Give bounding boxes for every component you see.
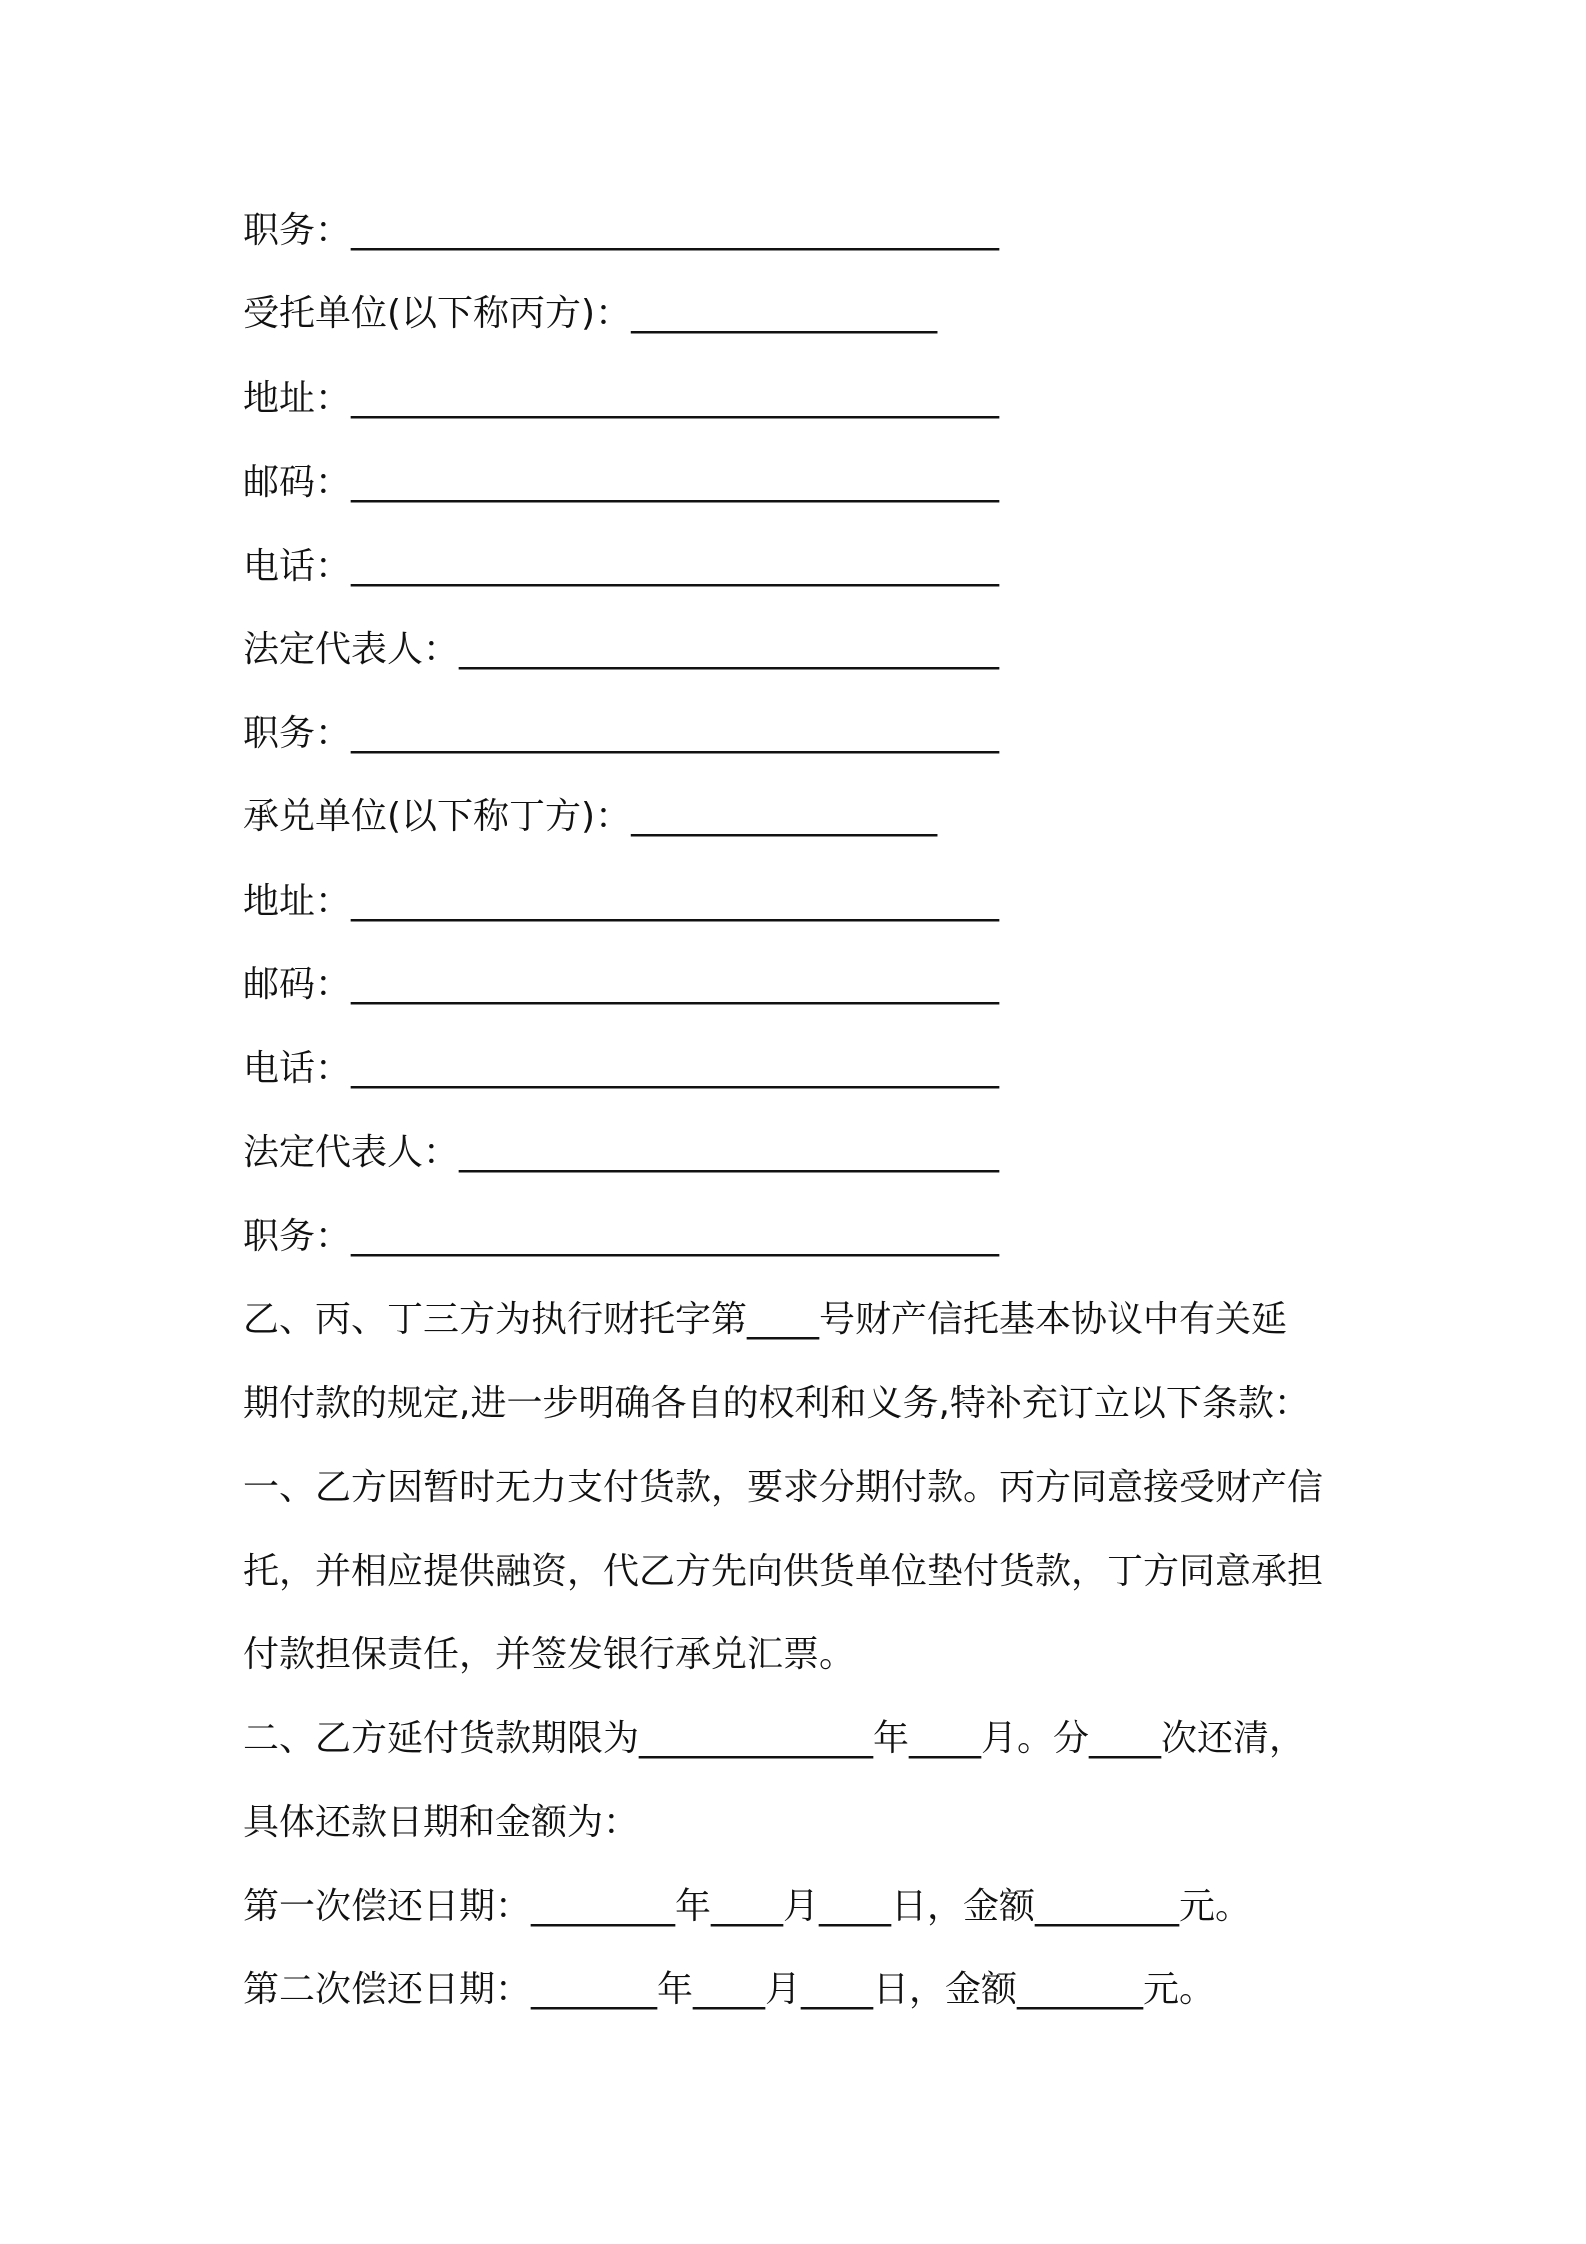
text-line: 电话：____________________________________ [243,546,1000,587]
text-line: 职务：____________________________________ [243,713,1000,754]
text-line: 法定代表人：______________________________ [243,629,1000,670]
text-line: 地址：____________________________________ [243,378,1000,419]
text-line: 具体还款日期和金额为： [243,1802,640,1843]
text-line: 邮码：____________________________________ [243,964,1000,1005]
text-line: 受托单位(以下称丙方)：_________________ [243,293,938,334]
text-line: 职务：____________________________________ [243,1216,1000,1257]
text-line: 承兑单位(以下称丁方)：_________________ [243,796,938,837]
text-line: 付款担保责任，并签发银行承兑汇票。 [243,1634,856,1675]
text-line: 一、乙方因暂时无力支付货款，要求分期付款。丙方同意接受财产信 [243,1467,1324,1508]
text-line: 托，并相应提供融资，代乙方先向供货单位垫付货款，丁方同意承担 [243,1551,1324,1592]
text-line: 邮码：____________________________________ [243,462,1000,503]
text-line: 职务：____________________________________ [243,210,1000,251]
text-line: 电话：____________________________________ [243,1048,1000,1089]
text-line: 第二次偿还日期：_______年____月____日，金额_______元。 [243,1969,1216,2010]
text-line: 法定代表人：______________________________ [243,1132,1000,1173]
text-line: 二、乙方延付货款期限为_____________年____月。分____次还清， [243,1718,1306,1759]
text-line: 乙、丙、丁三方为执行财托字第____号财产信托基本协议中有关延 [243,1299,1288,1340]
text-line: 期付款的规定,进一步明确各自的权利和义务,特补充订立以下条款： [243,1383,1310,1424]
text-line: 地址：____________________________________ [243,881,1000,922]
text-line: 第一次偿还日期：________年____月____日，金额________元。 [243,1886,1252,1927]
